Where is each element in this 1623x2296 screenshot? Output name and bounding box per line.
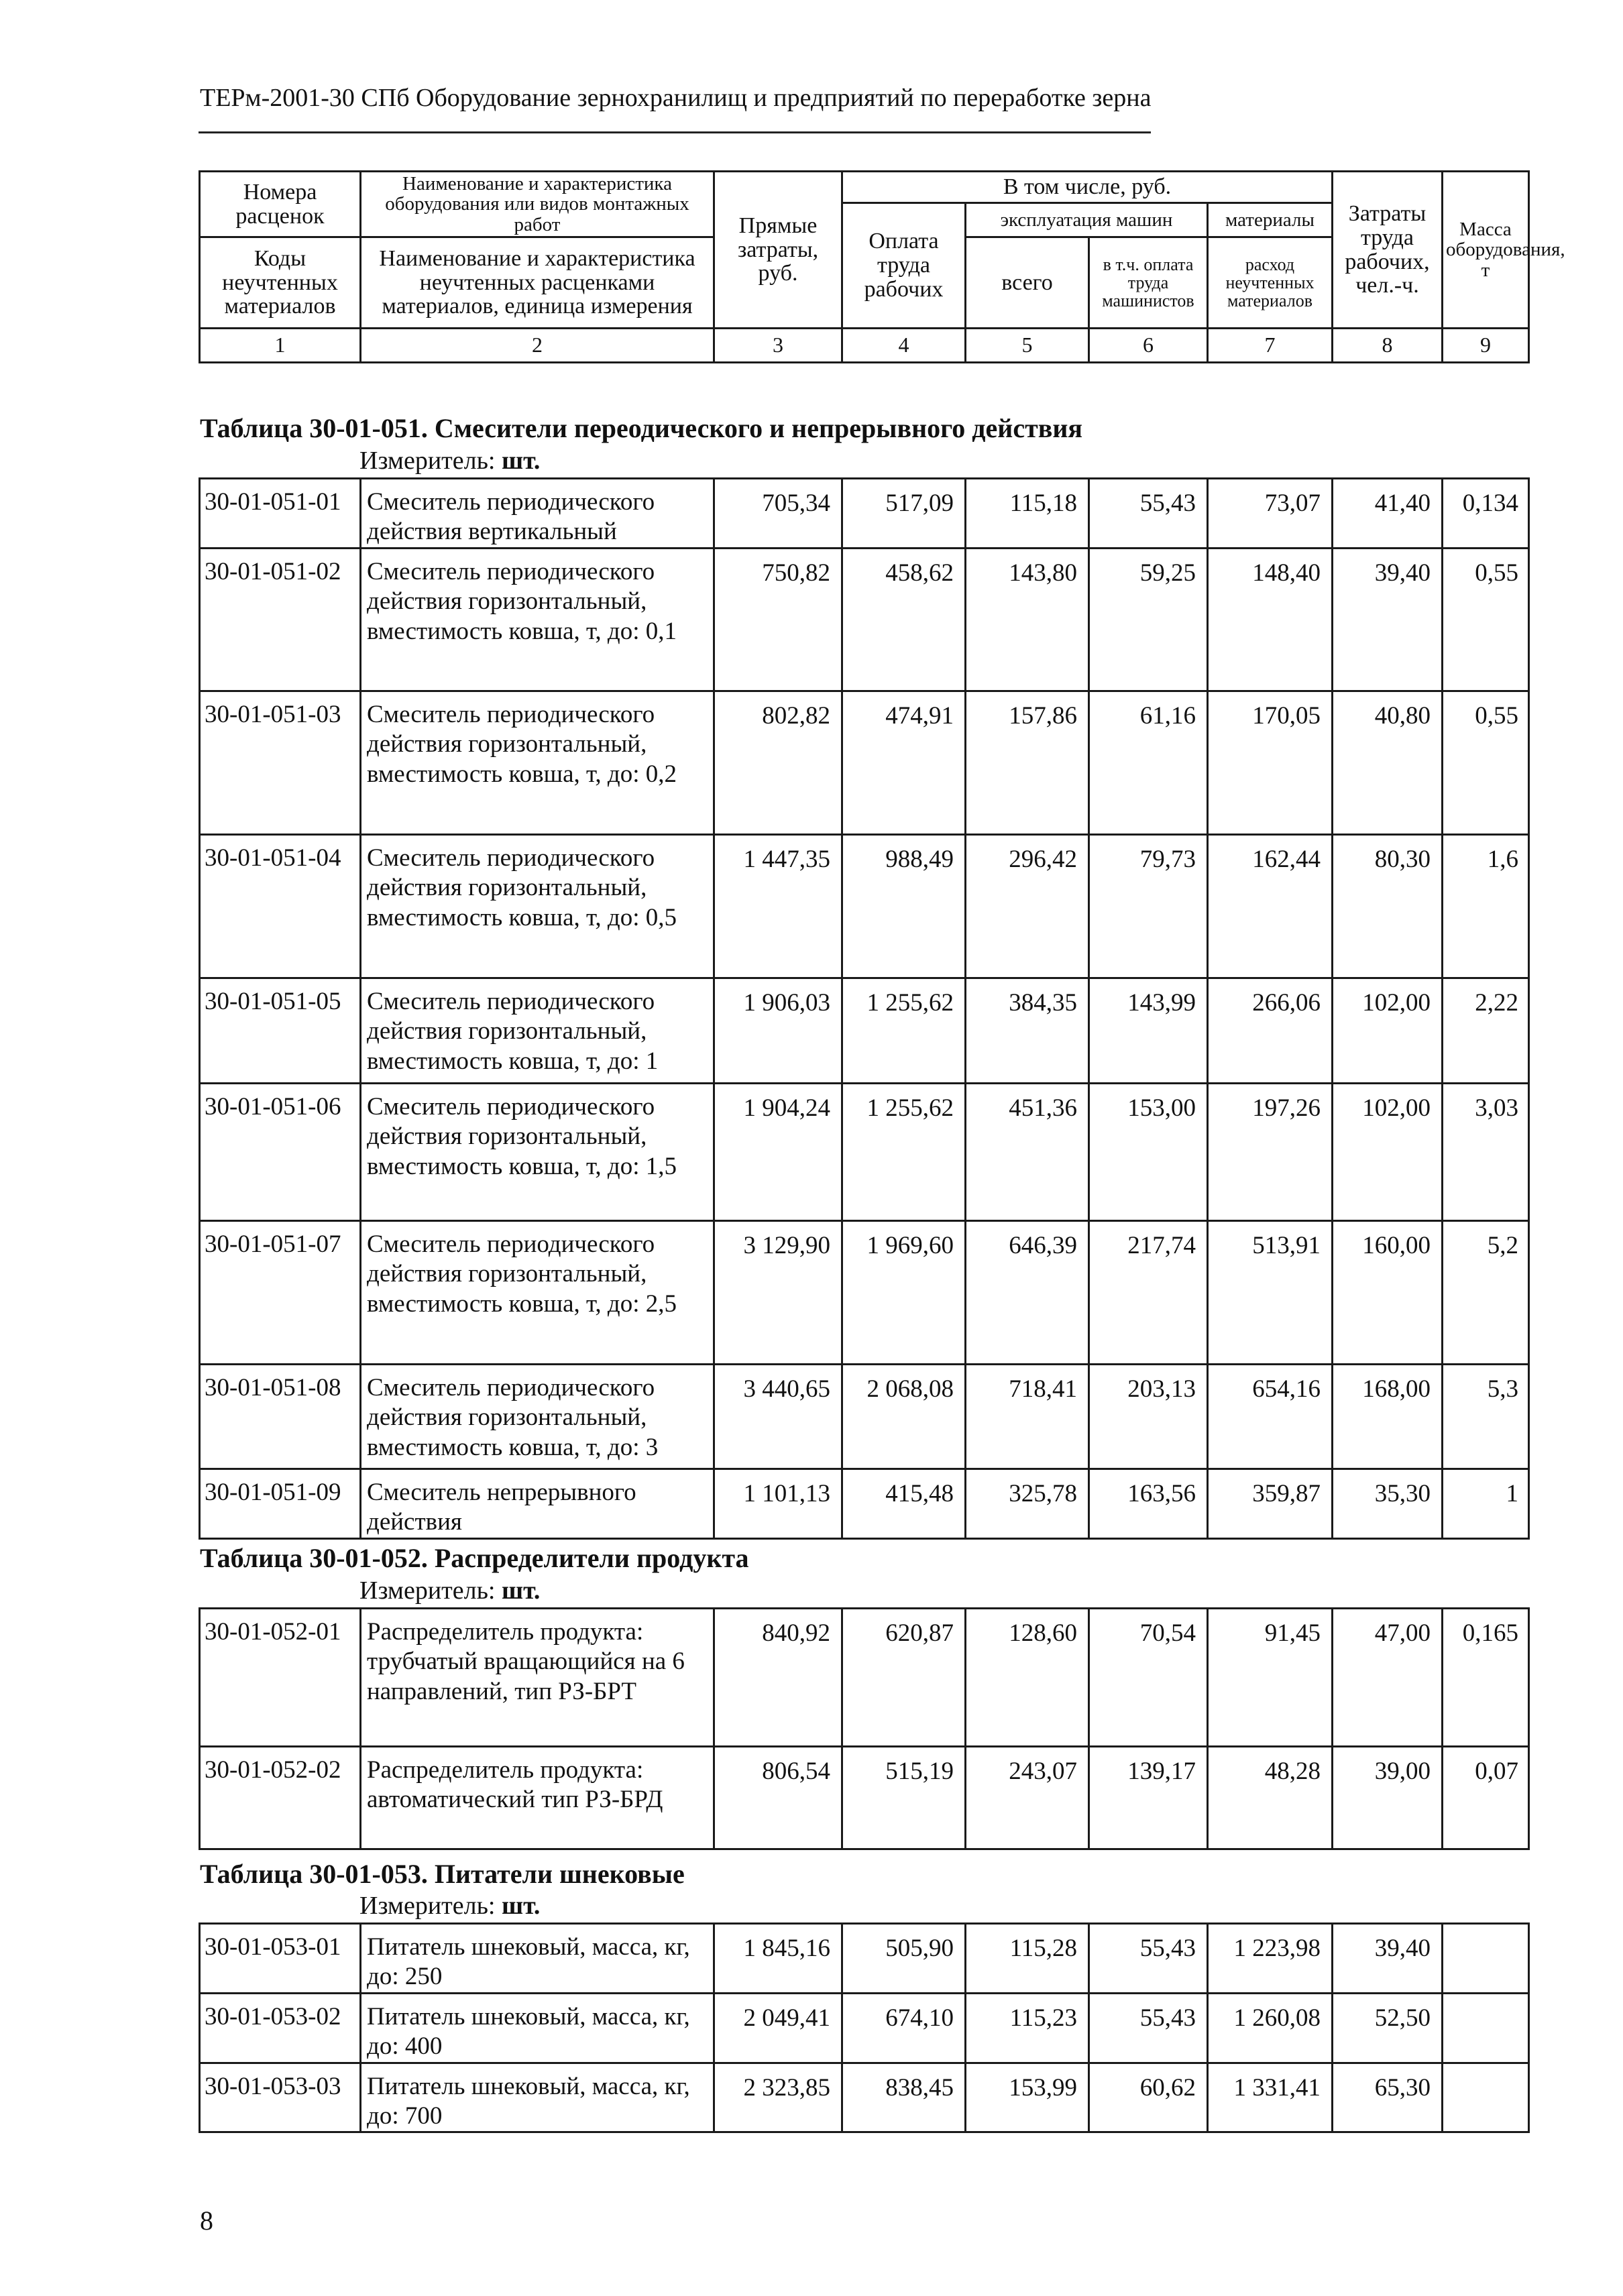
materials: 1 223,98 (1208, 1924, 1333, 1994)
machines-total: 384,35 (966, 978, 1089, 1083)
equipment-mass: 5,3 (1443, 1364, 1529, 1469)
operator-pay: 55,43 (1089, 479, 1208, 549)
direct-costs: 1 447,35 (714, 834, 842, 978)
col-header-unaccounted-materials: расход неучтенных материалов (1208, 237, 1333, 329)
equipment-mass: 0,07 (1443, 1747, 1529, 1849)
equipment-mass: 1 (1443, 1469, 1529, 1538)
worker-pay: 674,10 (842, 1993, 966, 2063)
col-header-including-group: В том числе, руб. (842, 172, 1333, 203)
worker-pay: 505,90 (842, 1924, 966, 1994)
col-header-operator-pay: в т.ч. оплата труда машинистов (1089, 237, 1208, 329)
machines-total: 646,39 (966, 1220, 1089, 1364)
equipment-mass: 0,55 (1443, 691, 1529, 834)
machines-total: 451,36 (966, 1083, 1089, 1220)
section-title: Таблица 30-01-053. Питатели шнековые (200, 1859, 685, 1889)
labor-hours: 47,00 (1333, 1609, 1443, 1747)
rate-code: 30-01-053-03 (200, 2063, 361, 2132)
table-row (200, 691, 1529, 834)
col-header-machines-total: всего (966, 237, 1089, 329)
rate-name: Смеситель периодического действия горизонтальный, вместимость ковша, т, до: 0,1 (361, 548, 714, 691)
direct-costs: 840,92 (714, 1609, 842, 1747)
table-row (200, 1220, 1529, 1364)
equipment-mass: 2,22 (1443, 978, 1529, 1083)
rate-name: Смеситель периодического действия горизонтальный, вместимость ковша, т, до: 1 (361, 978, 714, 1083)
col-number: 4 (842, 329, 966, 363)
rate-code: 30-01-051-03 (200, 691, 361, 834)
rate-code: 30-01-051-09 (200, 1469, 361, 1538)
equipment-mass: 1,6 (1443, 834, 1529, 978)
table-distributors (199, 1607, 1530, 1850)
materials: 170,05 (1208, 691, 1333, 834)
equipment-mass: 0,165 (1443, 1609, 1529, 1747)
operator-pay: 143,99 (1089, 978, 1208, 1083)
column-header-table (199, 170, 1565, 363)
labor-hours: 39,40 (1333, 1924, 1443, 1994)
worker-pay: 458,62 (842, 548, 966, 691)
materials: 48,28 (1208, 1747, 1333, 1849)
table-row (200, 1924, 1529, 1994)
rate-code: 30-01-051-07 (200, 1220, 361, 1364)
col-number: 8 (1333, 329, 1443, 363)
operator-pay: 59,25 (1089, 548, 1208, 691)
equipment-mass: 5,2 (1443, 1220, 1529, 1364)
operator-pay: 79,73 (1089, 834, 1208, 978)
col-number: 5 (966, 329, 1089, 363)
table-row (200, 1469, 1529, 1538)
col-number: 6 (1089, 329, 1208, 363)
table-row (200, 834, 1529, 978)
unit-value: шт. (502, 447, 541, 475)
rate-code: 30-01-051-02 (200, 548, 361, 691)
machines-total: 115,28 (966, 1924, 1089, 1994)
table-row (200, 548, 1529, 691)
equipment-mass: 0,55 (1443, 548, 1529, 691)
col-header-unaccounted-names: Наименование и характеристика неучтенных расценками материалов, единица измерения (361, 237, 714, 329)
labor-hours: 39,40 (1333, 548, 1443, 691)
machines-total: 115,23 (966, 1993, 1089, 2063)
labor-hours: 35,30 (1333, 1469, 1443, 1538)
col-number: 1 (200, 329, 361, 363)
col-header-worker-pay: Оплата труда рабочих (842, 203, 966, 329)
machines-total: 718,41 (966, 1364, 1089, 1469)
machines-total: 143,80 (966, 548, 1089, 691)
direct-costs: 2 049,41 (714, 1993, 842, 2063)
materials: 73,07 (1208, 479, 1333, 549)
labor-hours: 52,50 (1333, 1993, 1443, 2063)
rate-code: 30-01-051-06 (200, 1083, 361, 1220)
worker-pay: 517,09 (842, 479, 966, 549)
unit-value: шт. (502, 1576, 541, 1605)
machines-total: 325,78 (966, 1469, 1089, 1538)
machines-total: 296,42 (966, 834, 1089, 978)
equipment-mass (1443, 1993, 1529, 2063)
worker-pay: 838,45 (842, 2063, 966, 2132)
materials: 266,06 (1208, 978, 1333, 1083)
materials: 148,40 (1208, 548, 1333, 691)
machines-total: 153,99 (966, 2063, 1089, 2132)
rate-name: Смеситель периодического действия горизонтальный, вместимость ковша, т, до: 0,2 (361, 691, 714, 834)
unit-label: Измеритель: (359, 447, 496, 475)
operator-pay: 70,54 (1089, 1609, 1208, 1747)
table-row (200, 1083, 1529, 1220)
direct-costs: 1 904,24 (714, 1083, 842, 1220)
rate-code: 30-01-052-02 (200, 1747, 361, 1849)
direct-costs: 1 906,03 (714, 978, 842, 1083)
equipment-mass: 0,134 (1443, 479, 1529, 549)
rate-code: 30-01-053-02 (200, 1993, 361, 2063)
col-number: 2 (361, 329, 714, 363)
operator-pay: 153,00 (1089, 1083, 1208, 1220)
table-row (200, 1747, 1529, 1849)
rate-name: Смеситель непрерывного действия (361, 1469, 714, 1538)
operator-pay: 139,17 (1089, 1747, 1208, 1849)
header-divider (199, 131, 1151, 133)
unit-line (359, 446, 540, 475)
worker-pay: 2 068,08 (842, 1364, 966, 1469)
table-row (200, 479, 1529, 549)
materials: 513,91 (1208, 1220, 1333, 1364)
table-row (200, 978, 1529, 1083)
table-row (200, 1364, 1529, 1469)
rate-code: 30-01-052-01 (200, 1609, 361, 1747)
table-row (200, 1993, 1529, 2063)
rate-name: Смеситель периодического действия горизонтальный, вместимость ковша, т, до: 2,5 (361, 1220, 714, 1364)
unit-value: шт. (502, 1892, 541, 1920)
direct-costs: 2 323,85 (714, 2063, 842, 2132)
col-header-labor-hours: Затраты труда рабочих, чел.-ч. (1333, 172, 1443, 329)
worker-pay: 515,19 (842, 1747, 966, 1849)
table-row (200, 2063, 1529, 2132)
col-header-equipment-mass: Масса оборудования, т (1443, 172, 1529, 329)
operator-pay: 203,13 (1089, 1364, 1208, 1469)
col-header-machines-group: эксплуатация машин (966, 203, 1208, 237)
rate-name: Смеситель периодического действия горизонтальный, вместимость ковша, т, до: 1,5 (361, 1083, 714, 1220)
equipment-mass: 3,03 (1443, 1083, 1529, 1220)
col-number: 3 (714, 329, 842, 363)
rate-name: Распределитель продукта: трубчатый вращающийся на 6 направлений, тип РЗ-БРТ (361, 1609, 714, 1747)
col-number: 7 (1208, 329, 1333, 363)
operator-pay: 163,56 (1089, 1469, 1208, 1538)
direct-costs: 3 129,90 (714, 1220, 842, 1364)
rate-name: Смеситель периодического действия горизонтальный, вместимость ковша, т, до: 0,5 (361, 834, 714, 978)
table-mixers (199, 477, 1530, 1540)
unit-line (359, 1576, 540, 1605)
col-header-rate-number: Номера расценок (200, 172, 361, 237)
direct-costs: 1 101,13 (714, 1469, 842, 1538)
rate-name: Смеситель периодического действия горизонтальный, вместимость ковша, т, до: 3 (361, 1364, 714, 1469)
operator-pay: 217,74 (1089, 1220, 1208, 1364)
machines-total: 157,86 (966, 691, 1089, 834)
table-row (200, 1609, 1529, 1747)
equipment-mass (1443, 2063, 1529, 2132)
rate-name: Питатель шнековый, масса, кг, до: 400 (361, 1993, 714, 2063)
rate-code: 30-01-051-08 (200, 1364, 361, 1469)
unit-label: Измеритель: (359, 1892, 496, 1920)
machines-total: 243,07 (966, 1747, 1089, 1849)
materials: 162,44 (1208, 834, 1333, 978)
materials: 654,16 (1208, 1364, 1333, 1469)
labor-hours: 39,00 (1333, 1747, 1443, 1849)
labor-hours: 80,30 (1333, 834, 1443, 978)
col-header-unaccounted-codes: Коды неучтенных материалов (200, 237, 361, 329)
unit-label: Измеритель: (359, 1576, 496, 1605)
worker-pay: 620,87 (842, 1609, 966, 1747)
worker-pay: 1 255,62 (842, 978, 966, 1083)
rate-name: Распределитель продукта: автоматический тип РЗ-БРД (361, 1747, 714, 1849)
labor-hours: 168,00 (1333, 1364, 1443, 1469)
worker-pay: 1 969,60 (842, 1220, 966, 1364)
direct-costs: 750,82 (714, 548, 842, 691)
worker-pay: 415,48 (842, 1469, 966, 1538)
operator-pay: 60,62 (1089, 2063, 1208, 2132)
materials: 1 331,41 (1208, 2063, 1333, 2132)
col-header-direct-costs: Прямые затраты, руб. (714, 172, 842, 329)
rate-code: 30-01-053-01 (200, 1924, 361, 1994)
page-number: 8 (200, 2205, 213, 2236)
worker-pay: 474,91 (842, 691, 966, 834)
table-screw-feeders (199, 1922, 1530, 2133)
materials: 91,45 (1208, 1609, 1333, 1747)
section-title: Таблица 30-01-051. Смесители переодического и непрерывного действия (200, 413, 1083, 443)
operator-pay: 55,43 (1089, 1993, 1208, 2063)
col-number: 9 (1443, 329, 1529, 363)
rate-name: Питатель шнековый, масса, кг, до: 250 (361, 1924, 714, 1994)
labor-hours: 40,80 (1333, 691, 1443, 834)
direct-costs: 3 440,65 (714, 1364, 842, 1469)
labor-hours: 41,40 (1333, 479, 1443, 549)
materials: 1 260,08 (1208, 1993, 1333, 2063)
page-header-title: ТЕРм-2001-30 СПб Оборудование зернохранилищ и предприятий по переработке зерна (200, 84, 1152, 112)
labor-hours: 102,00 (1333, 978, 1443, 1083)
direct-costs: 705,34 (714, 479, 842, 549)
machines-total: 115,18 (966, 479, 1089, 549)
labor-hours: 160,00 (1333, 1220, 1443, 1364)
direct-costs: 1 845,16 (714, 1924, 842, 1994)
worker-pay: 988,49 (842, 834, 966, 978)
col-header-equipment-name: Наименование и характеристика оборудования или видов монтажных работ (361, 172, 714, 237)
rate-code: 30-01-051-01 (200, 479, 361, 549)
materials: 359,87 (1208, 1469, 1333, 1538)
rate-code: 30-01-051-05 (200, 978, 361, 1083)
section-title: Таблица 30-01-052. Распределители продукта (200, 1543, 749, 1573)
operator-pay: 61,16 (1089, 691, 1208, 834)
unit-line (359, 1891, 540, 1920)
rate-name: Питатель шнековый, масса, кг, до: 700 (361, 2063, 714, 2132)
rate-name: Смеситель периодического действия вертикальный (361, 479, 714, 549)
labor-hours: 65,30 (1333, 2063, 1443, 2132)
machines-total: 128,60 (966, 1609, 1089, 1747)
materials: 197,26 (1208, 1083, 1333, 1220)
operator-pay: 55,43 (1089, 1924, 1208, 1994)
equipment-mass (1443, 1924, 1529, 1994)
labor-hours: 102,00 (1333, 1083, 1443, 1220)
direct-costs: 806,54 (714, 1747, 842, 1849)
worker-pay: 1 255,62 (842, 1083, 966, 1220)
col-header-materials-group: материалы (1208, 203, 1333, 237)
rate-code: 30-01-051-04 (200, 834, 361, 978)
direct-costs: 802,82 (714, 691, 842, 834)
